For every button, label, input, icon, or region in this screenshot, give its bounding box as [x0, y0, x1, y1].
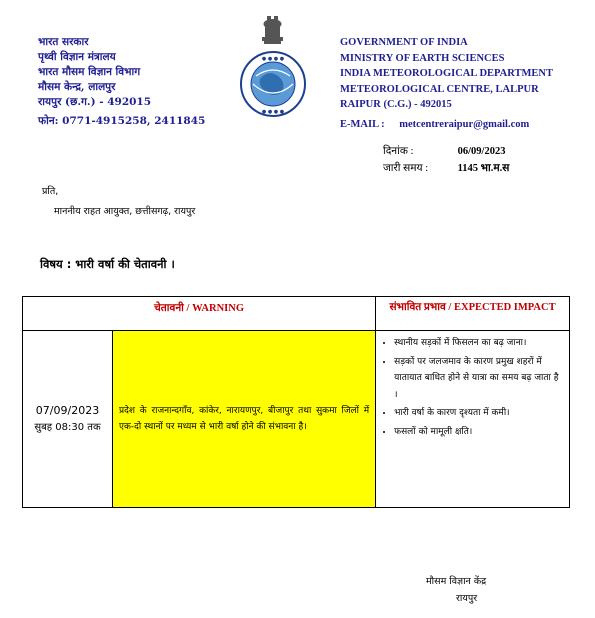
address-line: RAIPUR (C.G.) - 492015: [340, 99, 452, 110]
impact-item: • भारी वर्षा के कारण दृश्यता में कमी।: [394, 405, 563, 422]
email-label: E-MAIL :: [340, 118, 385, 130]
impact-header-en: EXPECTED IMPACT: [453, 302, 556, 313]
impact-item: • स्थानीय सड़कों में फिसलन का बढ़ जाना।: [394, 335, 563, 352]
impact-header-cell: [376, 297, 570, 331]
valid-time: सुबह 08:30 तक: [34, 422, 101, 433]
subject: विषय : भारी वर्षा की चेतावनी ।: [40, 257, 175, 271]
valid-date: 07/09/2023: [35, 404, 100, 417]
time-label: जारी समय :: [383, 163, 429, 174]
org-line: भारत मौसम विज्ञान विभाग: [38, 66, 141, 78]
impact-item: • सड़कों पर जलजमाव के कारण प्रमुख शहरों में यातायात बाधित होने से यात्रा का समय बढ़ जाता है ।: [394, 354, 563, 404]
impact-item: • फसलों को मामूली क्षति।: [394, 424, 563, 441]
email-line: [340, 117, 553, 133]
warning-table: [22, 296, 570, 508]
recipient-to: प्रति,: [42, 186, 59, 197]
org-line: पृथ्वी विज्ञान मंत्रालय: [38, 51, 116, 63]
issue-meta: [383, 143, 509, 177]
validity-cell: [23, 331, 113, 508]
org-line: GOVERNMENT OF INDIA: [340, 37, 468, 48]
warning-text: प्रदेश के राजनान्दगाँव, कांकेर, नारायणपुर, बीजापुर तथा सुकमा जिलों में एक-दो स्थानों पर मध्यम से भारी वर्षा होने की संभावना है।: [119, 406, 370, 432]
org-line: मौसम केन्द्र, लालपुर: [38, 81, 116, 93]
org-line: भारत सरकार: [38, 36, 89, 48]
date-value: 06/09/2023: [457, 146, 506, 157]
recipient-name: माननीय राहत आयुक्त, छत्तीसगढ़, रायपुर: [54, 206, 196, 217]
org-line: METEOROLOGICAL CENTRE, LALPUR: [340, 83, 539, 95]
signature-office: मौसम विज्ञान केंद्र: [426, 576, 487, 587]
org-line: MINISTRY OF EARTH SCIENCES: [340, 52, 505, 64]
header-right: [340, 35, 553, 132]
date-label: दिनांक :: [383, 146, 414, 157]
impact-list: [376, 331, 569, 440]
address-line: रायपुर (छ.ग.) - 492015: [38, 96, 152, 108]
signature-city: रायपुर: [456, 593, 478, 604]
email-value: metcentreraipur@gmail.com: [399, 118, 530, 130]
ashoka-emblem-icon: [262, 16, 283, 44]
time-value: 1145 भा.म.स: [457, 163, 510, 174]
warning-header: चेतावनी / WARNING: [154, 303, 244, 314]
impact-header-hi: संभावित प्रभाव /: [389, 302, 452, 313]
imd-emblem: [238, 14, 308, 124]
warning-header-cell: [23, 297, 376, 331]
warning-text-cell: [113, 331, 376, 508]
svg-text:● ● ● ●: ● ● ● ●: [261, 56, 285, 62]
svg-text:● ● ● ●: ● ● ● ●: [261, 109, 285, 115]
imd-logo-icon: [241, 52, 305, 116]
org-line: INDIA METEOROLOGICAL DEPARTMENT: [340, 68, 553, 79]
impact-cell: [376, 331, 570, 508]
header-left: [38, 35, 205, 129]
phone-line: फोन: 0771-4915258, 2411845: [38, 115, 206, 127]
